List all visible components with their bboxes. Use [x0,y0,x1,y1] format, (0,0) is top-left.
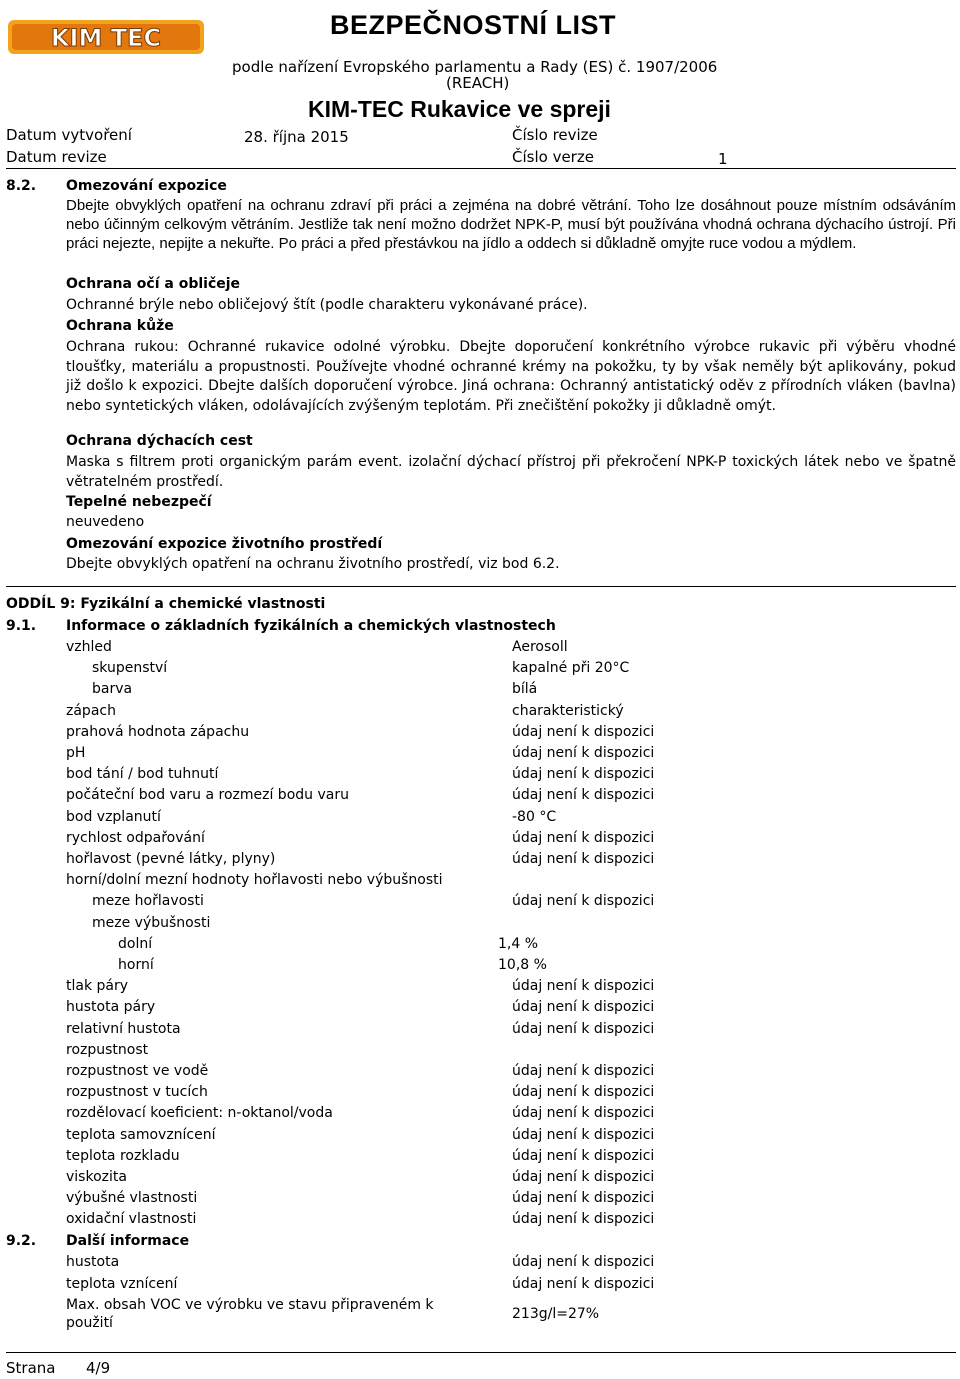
property-label: teplota vznícení [66,1276,178,1292]
property-label: vzhled [66,639,112,655]
property-value: údaj není k dispozici [512,1276,655,1292]
property-label: rozpustnost v tucích [66,1084,208,1100]
property-value: údaj není k dispozici [512,1190,655,1206]
property-label: rozpustnost ve vodě [66,1063,209,1079]
section-9-2-number: 9.2. [6,1233,37,1249]
property-value: údaj není k dispozici [512,724,655,740]
property-label: zápach [66,703,116,719]
property-label: oxidační vlastnosti [66,1211,197,1227]
section-9-1-title: Informace o základních fyzikálních a chemických vlastnostech [66,618,556,634]
property-label: horní [118,957,154,973]
property-label: hořlavost (pevné látky, plyny) [66,851,276,867]
property-label: meze hořlavosti [92,893,204,909]
revision-number-label: Číslo revize [512,126,598,144]
property-value: údaj není k dispozici [512,1063,655,1079]
environment-exposure-title: Omezování expozice životního prostředí [66,536,383,552]
property-label: rychlost odpařování [66,830,205,846]
footer-divider [6,1352,956,1353]
skin-protection-text: Ochrana rukou: Ochranné rukavice odolné výrobku. Dbejte doporučení konkrétního výrobce rukavic při výběru vhodné tloušťky, materiálu a propustnosti. Používejte vhodné ochranné krémy na pokožku, ty by však neměly být aplikovány, pokud již došlo k expozici. Dbejte dalších doporučení výrobce. Jiná ochrana: Ochranný antistatický oděv z přírodních vláken (bavlna) nebo syntetických vláken, odolávajících zvýšeným teplotám. Při znečištění pokožky ji důkladně omýt. [66,339,956,414]
eye-protection-title: Ochrana očí a obličeje [66,276,241,292]
property-label: hustota [66,1254,120,1270]
property-value: údaj není k dispozici [512,766,655,782]
property-value: údaj není k dispozici [512,999,655,1015]
company-logo [6,14,206,58]
property-label: bod vzplanutí [66,809,161,825]
created-label: Datum vytvoření [6,126,132,144]
header-divider [6,168,956,169]
property-label: horní/dolní mezní hodnoty hořlavosti nebo výbušnosti [66,872,443,888]
property-value: charakteristický [512,703,624,719]
environment-exposure-text: Dbejte obvyklých opatření na ochranu životního prostředí, viz bod 6.2. [66,556,560,572]
logo-wordmark: KIM TEC [50,24,162,52]
property-value: bílá [512,681,538,697]
property-value: údaj není k dispozici [512,745,655,761]
property-value: údaj není k dispozici [512,787,655,803]
skin-protection-title: Ochrana kůže [66,318,174,334]
voc-label-line-2: použití [66,1315,113,1331]
regulation-line-1: podle nařízení Evropského parlamentu a Rady (ES) č. 1907/2006 [232,58,718,76]
property-value: Aerosoll [512,639,568,655]
section-8-2-number: 8.2. [6,178,37,194]
created-value: 28. října 2015 [244,128,349,146]
revision-date-label: Datum revize [6,148,107,166]
property-label: hustota páry [66,999,156,1015]
thermal-hazard-text: neuvedeno [66,514,145,530]
page-number: 4/9 [86,1359,111,1377]
property-value: údaj není k dispozici [512,1105,655,1121]
property-label: meze výbušnosti [92,915,211,931]
page-label: Strana [6,1359,56,1377]
version-value: 1 [718,150,728,168]
respiratory-protection-text: Maska s filtrem proti organickým parám event. izolační dýchací přístroj při překročení NPK-P toxických látek nebo ve špatně větratelném prostředí. [66,454,956,490]
property-value: kapalné při 20°C [512,660,630,676]
property-label: teplota rozkladu [66,1148,180,1164]
property-label: bod tání / bod tuhnutí [66,766,219,782]
section-9-1-number: 9.1. [6,618,37,634]
property-value: 1,4 % [498,936,539,952]
property-value: údaj není k dispozici [512,978,655,994]
property-value: údaj není k dispozici [512,1084,655,1100]
property-label: výbušné vlastnosti [66,1190,198,1206]
property-label: rozpustnost [66,1042,149,1058]
property-label: pH [66,745,86,761]
section-9-title: ODDÍL 9: Fyzikální a chemické vlastnosti [6,596,326,612]
property-value: údaj není k dispozici [512,1169,655,1185]
property-value: údaj není k dispozici [512,1148,655,1164]
property-label: barva [92,681,133,697]
voc-value: 213g/l=27% [512,1306,600,1322]
property-label: rozdělovací koeficient: n-oktanol/voda [66,1105,333,1121]
property-value: 10,8 % [498,957,547,973]
property-label: počáteční bod varu a rozmezí bodu varu [66,787,349,803]
property-value: údaj není k dispozici [512,1254,655,1270]
voc-label-line-1: Max. obsah VOC ve výrobku ve stavu připraveném k [66,1297,434,1313]
property-label: tlak páry [66,978,129,994]
property-value: údaj není k dispozici [512,1127,655,1143]
section-9-2-title: Další informace [66,1233,190,1249]
section-divider [6,586,956,587]
property-value: údaj není k dispozici [512,1021,655,1037]
version-label: Číslo verze [512,148,594,166]
property-label: dolní [118,936,153,952]
property-label: skupenství [92,660,168,676]
property-label: viskozita [66,1169,127,1185]
document-title: BEZPEČNOSTNÍ LIST [330,10,617,40]
property-label: relativní hustota [66,1021,181,1037]
property-label: teplota samovznícení [66,1127,216,1143]
property-value: údaj není k dispozici [512,1211,655,1227]
property-value: údaj není k dispozici [512,893,655,909]
property-value: údaj není k dispozici [512,830,655,846]
exposure-paragraph: Dbejte obvyklých opatření na ochranu zdraví při práci a zejména na dobré větrání. Toho lze dosáhnout pouze místním odsáváním nebo účinným celkovým větráním. Jestliže tak není možno dodržet NPK-P, musí být používána vhodná ochrana dýchacího ústrojí. Při práci nejezte, nepijte a nekuřte. Po práci a před přestávkou na jídlo a oddech si důkladně omyjte ruce vodou a mýdlem. [66,197,956,252]
product-name: KIM-TEC Rukavice ve spreji [308,96,611,122]
section-8-2-title: Omezování expozice [66,178,227,194]
property-label: prahová hodnota zápachu [66,724,250,740]
thermal-hazard-title: Tepelné nebezpečí [66,494,212,510]
eye-protection-text: Ochranné brýle nebo obličejový štít (podle charakteru vykonávané práce). [66,297,588,313]
property-value: údaj není k dispozici [512,851,655,867]
respiratory-protection-title: Ochrana dýchacích cest [66,433,253,449]
regulation-line-2: (REACH) [446,74,510,92]
property-value: -80 °C [512,809,557,825]
